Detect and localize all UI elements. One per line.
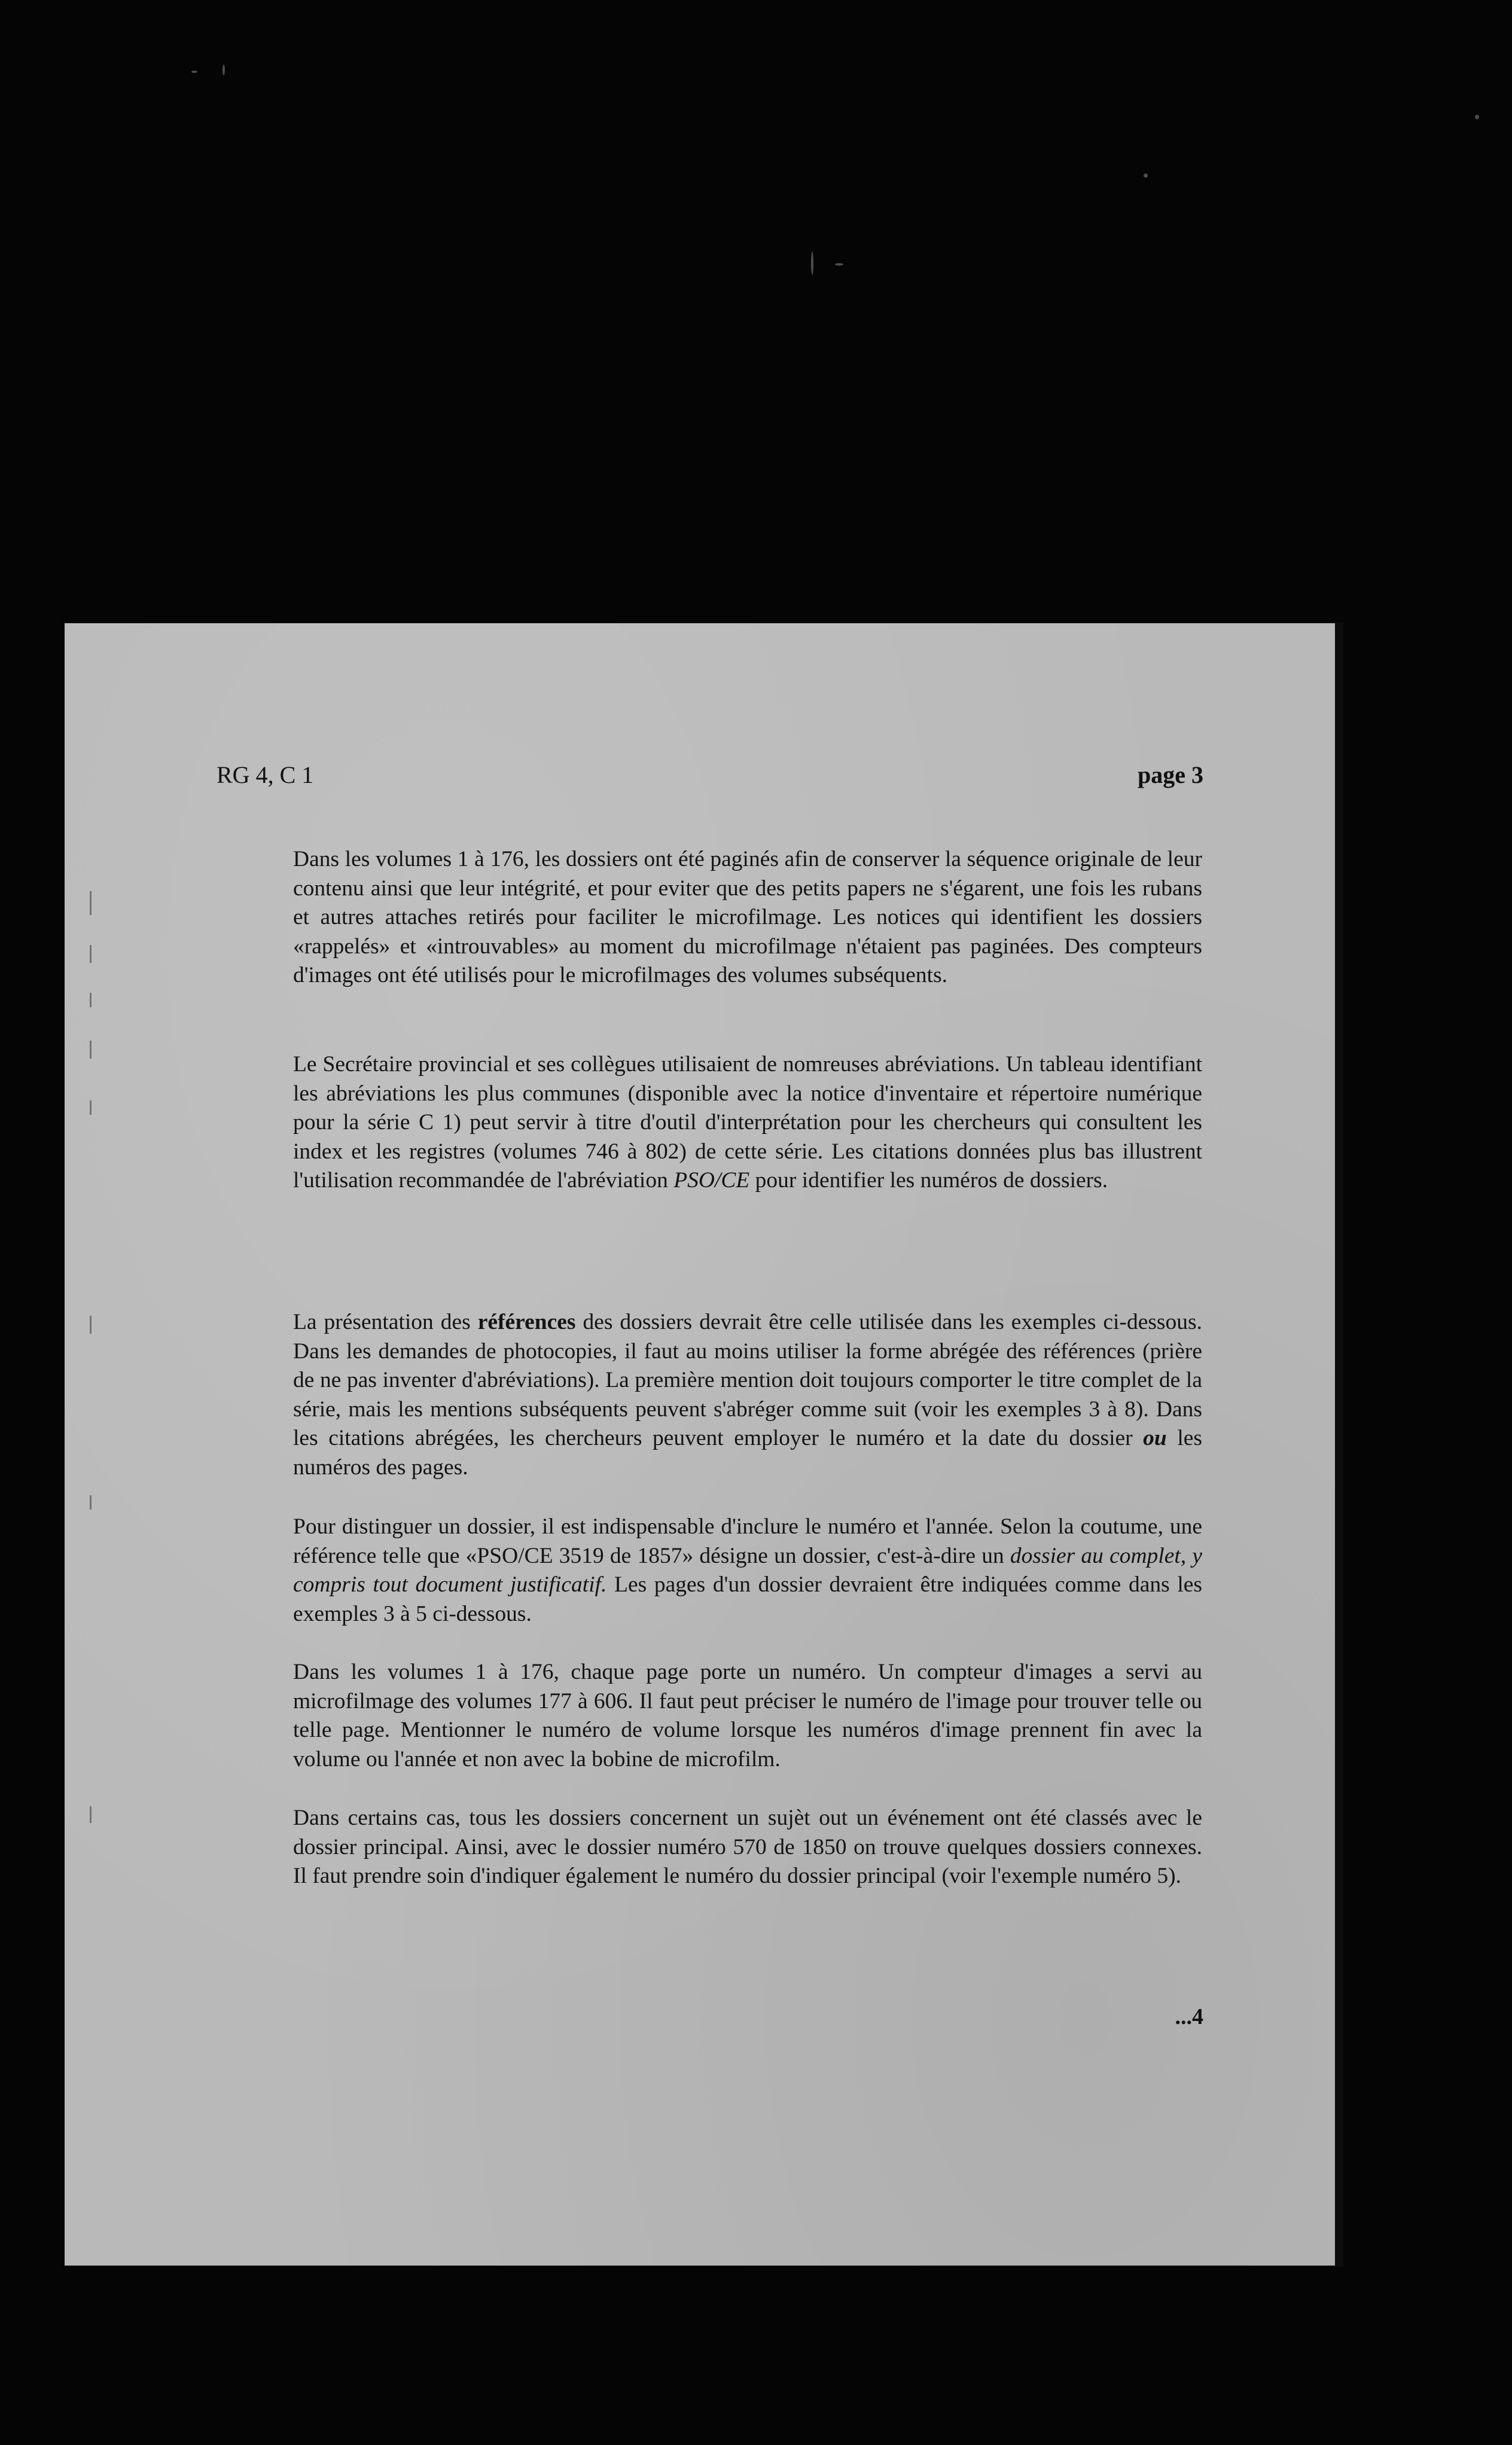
paragraph-text: Dans certains cas, tous les dossiers concernent un sujèt out un événement ont été classés avec le dossier principal. Ainsi, avec le dossier numéro 570 de 1850 on trouve quelques dossiers connexes. Il faut prendre soin d'indiquer également le numéro du dossier principal (voir l'exemple numéro 5).	[293, 1806, 1202, 1888]
paragraph-abbreviations	[293, 1050, 1202, 1196]
abbreviation-italic: PSO/CE	[673, 1168, 750, 1193]
text-segment: des dossiers devrait être celle utilisée dans les exemples ci-dessous. Dans les demandes de photocopies, il faut au moins utiliser la forme abrégée des références (prière de ne pas inventer d'abréviations). La première mention doit toujours comporter le titre complet de la série, mais les mentions subséquents peuvent s'abréger comme suit (voir les exemples 3 à 8). Dans les citations abrégées, les chercheurs peuvent employer le numéro et la date du dossier	[293, 1310, 1202, 1450]
emphasis-bold: références	[477, 1310, 576, 1334]
text-segment: pour identifier les numéros de dossiers.	[749, 1168, 1108, 1193]
film-speck	[811, 251, 813, 275]
film-speck	[191, 71, 197, 73]
record-group-reference: RG 4, C 1	[217, 761, 314, 788]
margin-mark	[90, 1495, 92, 1510]
text-segment: Le Secrétaire provincial et ses collègues utilisaient de nomreuses abréviations. Un tableau identifiant les abréviations les plus communes (disponible avec la notice d'inventaire et répertoire numérique pour la série C 1) peut servir à titre d'outil d'interprétation pour les chercheurs qui consultent les index et les registres (volumes 746 à 802) de cette série. Les citations données plus bas illustrent l'utilisation recommandée de l'abréviation	[293, 1052, 1202, 1193]
margin-mark	[90, 1041, 92, 1059]
margin-mark	[90, 945, 92, 963]
paragraph-text	[293, 1050, 1202, 1196]
page-number: page 3	[1138, 761, 1203, 788]
film-speck	[1475, 115, 1479, 119]
film-speck	[222, 65, 225, 75]
paragraph-image-counter	[293, 1658, 1202, 1774]
paragraph-text	[293, 1513, 1202, 1629]
emphasis-italic: dossier au complet, y compris tout document justificatif.	[293, 1543, 1202, 1597]
paragraph-text: Dans les volumes 1 à 176, chaque page porte un numéro. Un compteur d'images a servi au microfilmage des volumes 177 à 606. Il faut peut préciser le numéro de l'image pour trouver telle ou telle page. Mentionner le numéro de volume lorsque les numéros d'image prennent fin avec la volume ou l'année et non avec la bobine de microfilm.	[293, 1660, 1202, 1772]
margin-mark	[90, 1100, 92, 1115]
text-segment: Les pages d'un dossier devraient être indiquées comme dans les exemples 3 à 5 ci-dessous.	[293, 1572, 1203, 1626]
text-segment: Pour distinguer un dossier, il est indispensable d'inclure le numéro et l'année. Selon la coutume, une référence telle que «PSO/CE 3519 de 1857» désigne un dossier, c'est-à-dire un	[293, 1514, 1202, 1568]
margin-mark	[90, 1316, 92, 1334]
film-speck	[835, 263, 843, 266]
margin-mark	[90, 891, 92, 915]
film-speck	[1144, 173, 1148, 178]
text-segment: les numéros des pages.	[293, 1426, 1202, 1480]
paragraph-text	[293, 1308, 1202, 1482]
text-segment: La présentation des	[293, 1310, 478, 1334]
paragraph-text: Dans les volumes 1 à 176, les dossiers ont été paginés afin de conserver la séquence originale de leur contenu ainsi que leur intégrité, et pour eviter que des petits papers ne s'égarent, une fois les rubans et autres attaches retirés pour faciliter le microfilmage. Les notices qui identifient les dossiers «rappelés» et «introuvables» au moment du microfilmage n'étaient pas paginées. Des compteurs d'images ont été utilisés pour le microfilmages des volumes subséquents.	[293, 847, 1202, 987]
page-edge-shadow	[1335, 622, 1343, 2267]
paragraph-pagination	[293, 845, 1202, 990]
paragraph-references	[293, 1308, 1202, 1482]
paragraph-related-dossiers	[293, 1804, 1202, 1891]
margin-mark	[90, 993, 92, 1007]
emphasis-bold-italic: ou	[1143, 1426, 1167, 1450]
continuation-marker: ...4	[1175, 2004, 1203, 2029]
margin-mark	[90, 1806, 92, 1823]
paragraph-distinguish-dossier	[293, 1513, 1202, 1629]
